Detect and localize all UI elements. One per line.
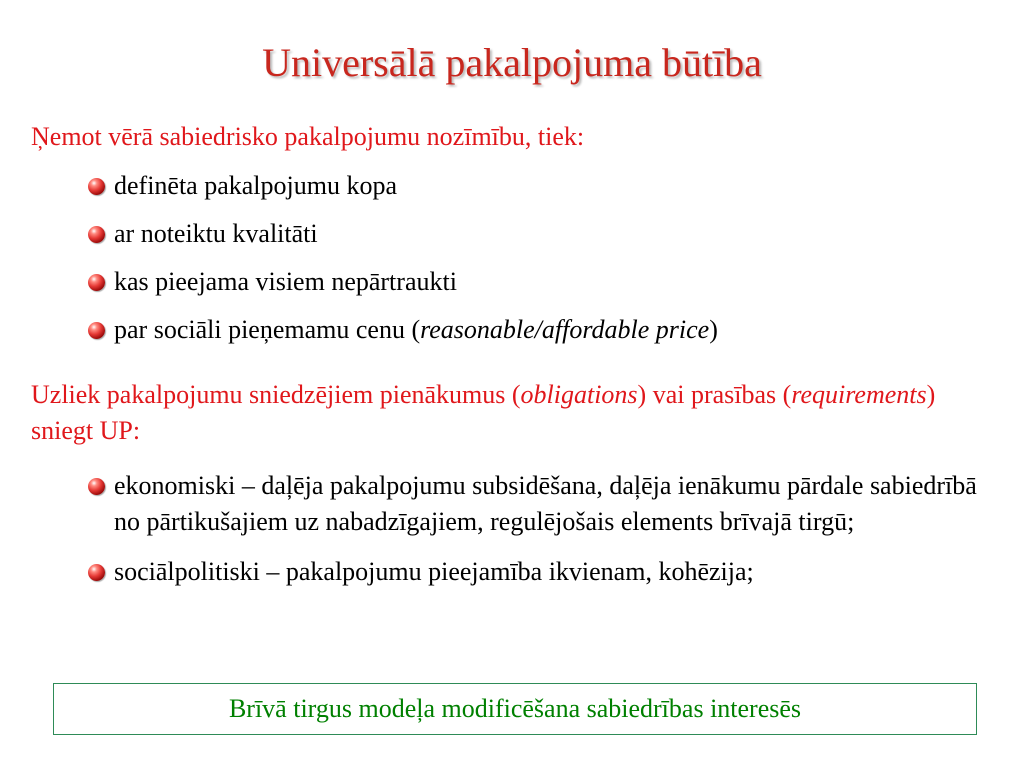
bullet-item bbox=[88, 312, 998, 348]
section2-lead-italic1: obligations bbox=[520, 380, 638, 409]
bullet-text: definēta pakalpojumu kopa bbox=[114, 171, 398, 200]
bullet-text: sociālpolitiski – pakalpojumu pieejamība ikvienam, kohēzija; bbox=[114, 557, 754, 586]
bullet-item bbox=[88, 216, 998, 252]
callout-box: Brīvā tirgus modeļa modificēšana sabiedrības interesēs bbox=[53, 683, 977, 735]
red-sphere-bullet-icon bbox=[88, 274, 105, 291]
red-sphere-bullet-icon bbox=[88, 178, 105, 195]
bullet-text-italic: reasonable/affordable price bbox=[420, 315, 710, 344]
red-sphere-bullet-icon bbox=[88, 478, 105, 495]
bullet-text-before: par sociāli pieņemamu cenu ( bbox=[114, 315, 421, 344]
section2-lead-part3: ) sniegt UP: bbox=[31, 380, 936, 445]
section2-bullet-list bbox=[88, 468, 998, 590]
section2-lead bbox=[31, 377, 991, 449]
section1-bullet-list bbox=[88, 168, 998, 348]
section2-lead-part1: Uzliek pakalpojumu sniedzējiem pienākumus ( bbox=[31, 380, 521, 409]
bullet-item bbox=[88, 168, 998, 204]
section2-lead-italic2: requirements bbox=[791, 380, 927, 409]
red-sphere-bullet-icon bbox=[88, 564, 105, 581]
bullet-text: ekonomiski – daļēja pakalpojumu subsidēšana, daļēja ienākumu pārdale sabiedrībā no pārtikušajiem uz nabadzīgajiem, regulējošais elements brīvajā tirgū; bbox=[114, 471, 977, 536]
bullet-text: kas pieejama visiem nepārtraukti bbox=[114, 267, 457, 296]
bullet-item bbox=[88, 468, 998, 540]
bullet-text: ar noteiktu kvalitāti bbox=[114, 219, 318, 248]
bullet-item bbox=[88, 554, 998, 590]
bullet-item bbox=[88, 264, 998, 300]
section1-lead: Ņemot vērā sabiedrisko pakalpojumu nozīmību, tiek: bbox=[31, 122, 585, 151]
red-sphere-bullet-icon bbox=[88, 226, 105, 243]
bullet-text-after: ) bbox=[709, 315, 718, 344]
slide-title: Universālā pakalpojuma būtība bbox=[262, 40, 762, 85]
section2-lead-part2: ) vai prasības ( bbox=[637, 380, 792, 409]
red-sphere-bullet-icon bbox=[88, 322, 105, 339]
